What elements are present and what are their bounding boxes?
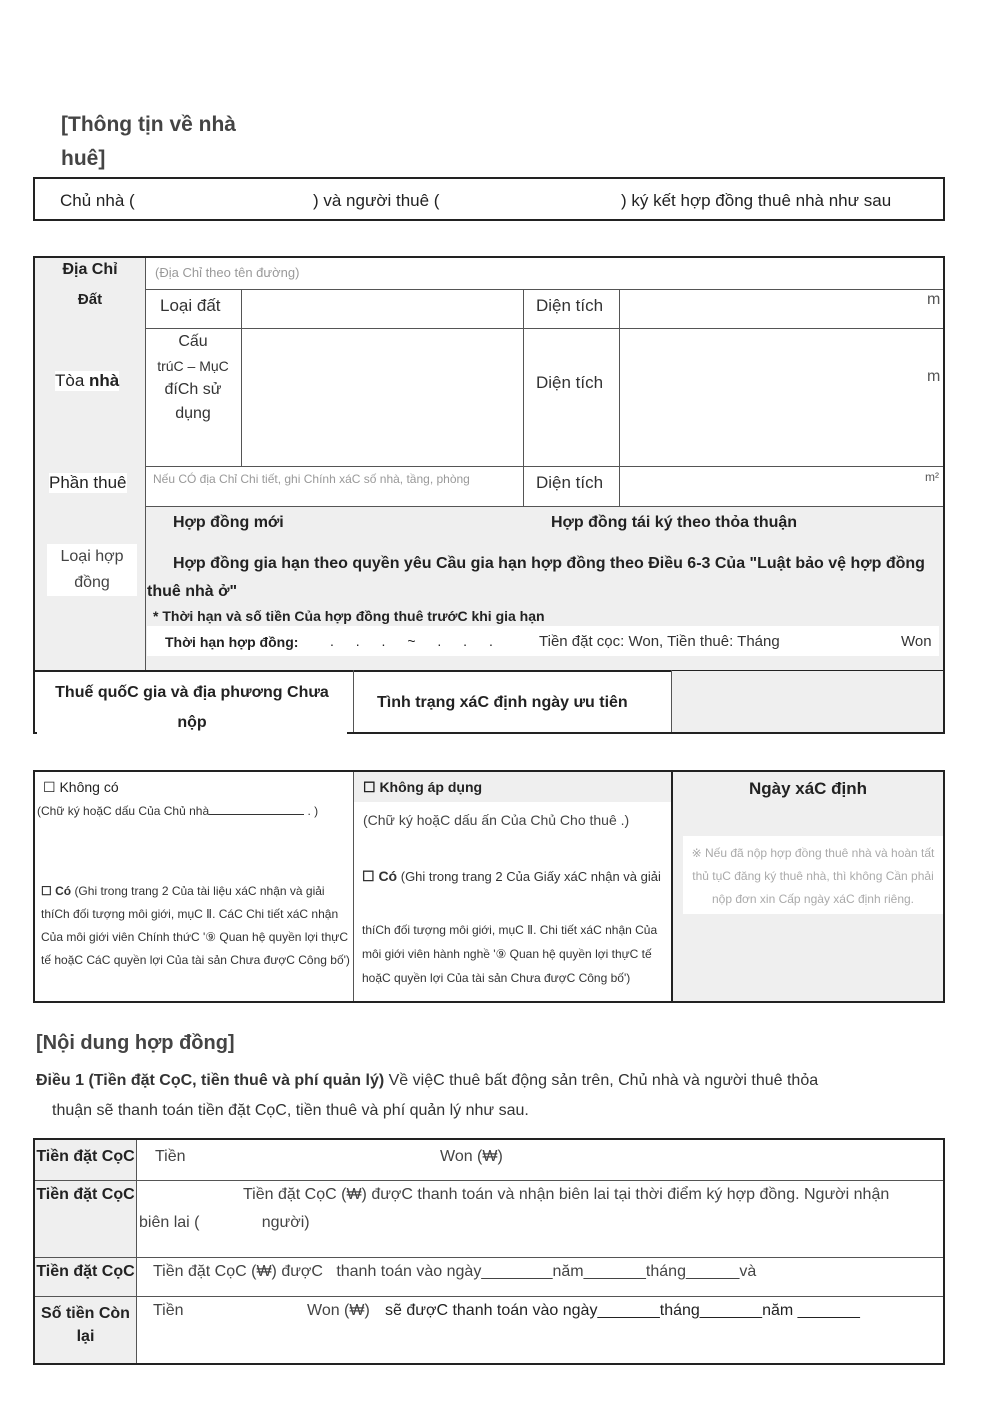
unpaid-tax-label <box>37 678 347 738</box>
contract-term-dates: . . . ~ . . . <box>330 633 493 649</box>
status-table <box>33 770 945 1003</box>
payment-row4-c: sẽ đượC thanh toán vào ngày_______tháng_______năm _______ <box>385 1302 860 1319</box>
payment-row2-text2: biên lai ( người) <box>139 1214 310 1231</box>
payment-row4-label <box>35 1302 136 1348</box>
payment-row2-text: Tiền đặt CọC (₩) đượC thanh toán và nhận biên lai tại thời điểm ký hợp đồng. Người nhận <box>243 1186 890 1203</box>
heading-line-1: [Thông tịn về nhà <box>61 113 236 136</box>
fixed-date-note: ※ Nếu đã nộp hợp đồng thuê nhà và hoàn tất thủ tụC đăng ký thuê nhà, thì không Cần phải nộp đơn xin Cấp ngày xáC định riêng. <box>691 846 935 906</box>
payment-row3-label: Tiền đặt CọC <box>36 1263 135 1280</box>
intro-box <box>33 177 945 221</box>
structure-line-1: Cấu <box>147 330 239 354</box>
payment-table <box>33 1138 945 1365</box>
contract-term-label: Thời hạn hợp đồng: <box>165 634 299 650</box>
rental-area-label: Diện tích <box>536 473 604 492</box>
extension-line-2: thuê nhà ở" <box>147 583 238 600</box>
unpaid-tax-line-2: nộp <box>177 714 207 731</box>
fixed-date-label: Ngày xáC định <box>748 779 868 798</box>
land-type-label: Loại đất <box>160 296 221 315</box>
heading-line-2: huê] <box>61 147 106 170</box>
contract-content-heading: [Nội dung hợp đồng] <box>36 1032 235 1054</box>
land-area-unit: m <box>927 291 941 308</box>
payment-row4-a: Tiền <box>153 1302 184 1319</box>
rental-area-unit: m² <box>925 470 939 484</box>
contract-type-line-1: Loại hợp <box>60 548 124 565</box>
building-label-a: Tòa <box>55 371 85 390</box>
article-1 <box>36 1066 946 1126</box>
payment-row1-label: Tiền đặt CọC <box>36 1148 135 1165</box>
structure-line-4: dụng <box>147 402 239 426</box>
contract-type-line-2: đồng <box>74 574 110 591</box>
property-table <box>33 256 945 734</box>
yes2-text-a: (Ghi trong trang 2 Của Giấy xáC nhận và giải <box>400 869 661 884</box>
deposit-rent-text: Tiền đặt cọc: Won, Tiền thuê: Tháng <box>539 633 780 650</box>
yes2-label: ☐ Có <box>362 868 398 884</box>
structure-use-label <box>147 330 239 426</box>
address-placeholder: (Địa Chỉ theo tên đường) <box>155 265 300 280</box>
payment-row4-label-2: lại <box>76 1328 95 1345</box>
no-sign-text <box>37 804 318 818</box>
yes2-text-b: thíCh đối tượng môi giới, mụC Ⅱ. Chi tiết xáC nhận Của môi giới viên hành nghề '⑨ Quan hệ quyền lợi thựC tế hoặC quyền lợi Của tài sản Chưa đượC Công bố') <box>362 923 658 985</box>
building-area-label: Diện tích <box>536 373 604 392</box>
yes-text: (Ghi trong trang 2 Của tài liệu xáC nhận và giải thíCh đối tượng môi giới, mụC Ⅱ. CáC Chi tiết xáC nhận Của môi giới viên Chính thứC '⑨ Quan hệ quyền lợi thựC tế hoặC CáC quyền lợi Của tài sản Chưa đượC Công bố') <box>41 884 350 967</box>
extension-option[interactable] <box>147 550 942 606</box>
land-area-label: Diện tích <box>536 296 604 315</box>
yes-option[interactable] <box>41 880 351 972</box>
yes-label: ☐ Có <box>41 884 72 898</box>
prior-terms-note: * Thời hạn và số tiền Của hợp đồng thuê trướC khi gia hạn <box>153 608 545 624</box>
payment-row2-label: Tiền đặt CọC <box>36 1186 135 1203</box>
extension-line-1: Hợp đồng gia hạn theo quyền yêu Cầu gia hạn hợp đồng theo Điều 6-3 Của "Luật bảo vệ hợp đồng <box>173 555 925 572</box>
no-sign-caption: (Chữ ký hoặC dấu Của Chủ nhà <box>37 804 210 818</box>
structure-line-2: trúC – MụC <box>147 354 239 378</box>
not-applicable-option[interactable]: ☐ Không áp dụng <box>363 779 483 795</box>
house-info-heading <box>61 108 236 176</box>
no-sign-end: . ) <box>307 804 319 818</box>
intro-part-2: ) và người thuê ( <box>313 191 440 210</box>
building-area-unit: m <box>927 368 941 385</box>
intro-part-1: Chủ nhà ( <box>60 191 135 210</box>
contract-type-label <box>47 544 137 596</box>
payment-row3-text: Tiền đặt CọC (₩) đượC thanh toán vào ngày________năm_______tháng______và <box>153 1263 757 1280</box>
yes2-option[interactable] <box>362 868 661 885</box>
no-option[interactable]: ☐ Không có <box>43 779 119 795</box>
renewal-option[interactable]: Hợp đồng tái ký theo thỏa thuận <box>551 514 798 531</box>
rental-part-placeholder: Nếu CÓ địa Chỉ Chi tiết, ghi Chính xáC số nhà, tầng, phòng <box>153 472 470 486</box>
payment-row1-b: Won (₩) <box>440 1148 503 1165</box>
rental-part-label: Phần thuê <box>49 473 127 492</box>
intro-part-3: ) ký kết hợp đồng thuê nhà như sau <box>621 191 892 210</box>
won-text: Won <box>901 633 932 650</box>
building-label <box>55 371 119 391</box>
land-label: Đất <box>77 291 103 308</box>
new-contract-option[interactable]: Hợp đồng mới <box>173 514 284 531</box>
article-1-text-a: Về việC thuê bất động sản trên, Chủ nhà và người thuê thỏa <box>384 1072 819 1089</box>
structure-line-3: đíCh sử <box>147 378 239 402</box>
payment-row1-a: Tiền <box>155 1148 186 1165</box>
building-label-b: nhà <box>89 371 120 390</box>
payment-row4-label-1: Số tiền Còn <box>41 1305 130 1322</box>
na-sign-text: (Chữ ký hoặC dấu ấn Của Chủ Cho thuê .) <box>363 812 630 828</box>
address-label: Địa Chỉ <box>62 261 118 278</box>
payment-row4-b: Won (₩) <box>307 1302 370 1319</box>
article-1-title: Điều 1 (Tiền đặt CọC, tiền thuê và phí quản lý) <box>36 1072 385 1089</box>
priority-date-status-label: Tình trạng xáC định ngày ưu tiên <box>377 694 628 711</box>
article-1-text-b: thuận sẽ thanh toán tiền đặt CọC, tiền thuê và phí quản lý như sau. <box>52 1102 529 1119</box>
unpaid-tax-line-1: Thuế quốC gia và địa phương Chưa <box>55 684 329 701</box>
